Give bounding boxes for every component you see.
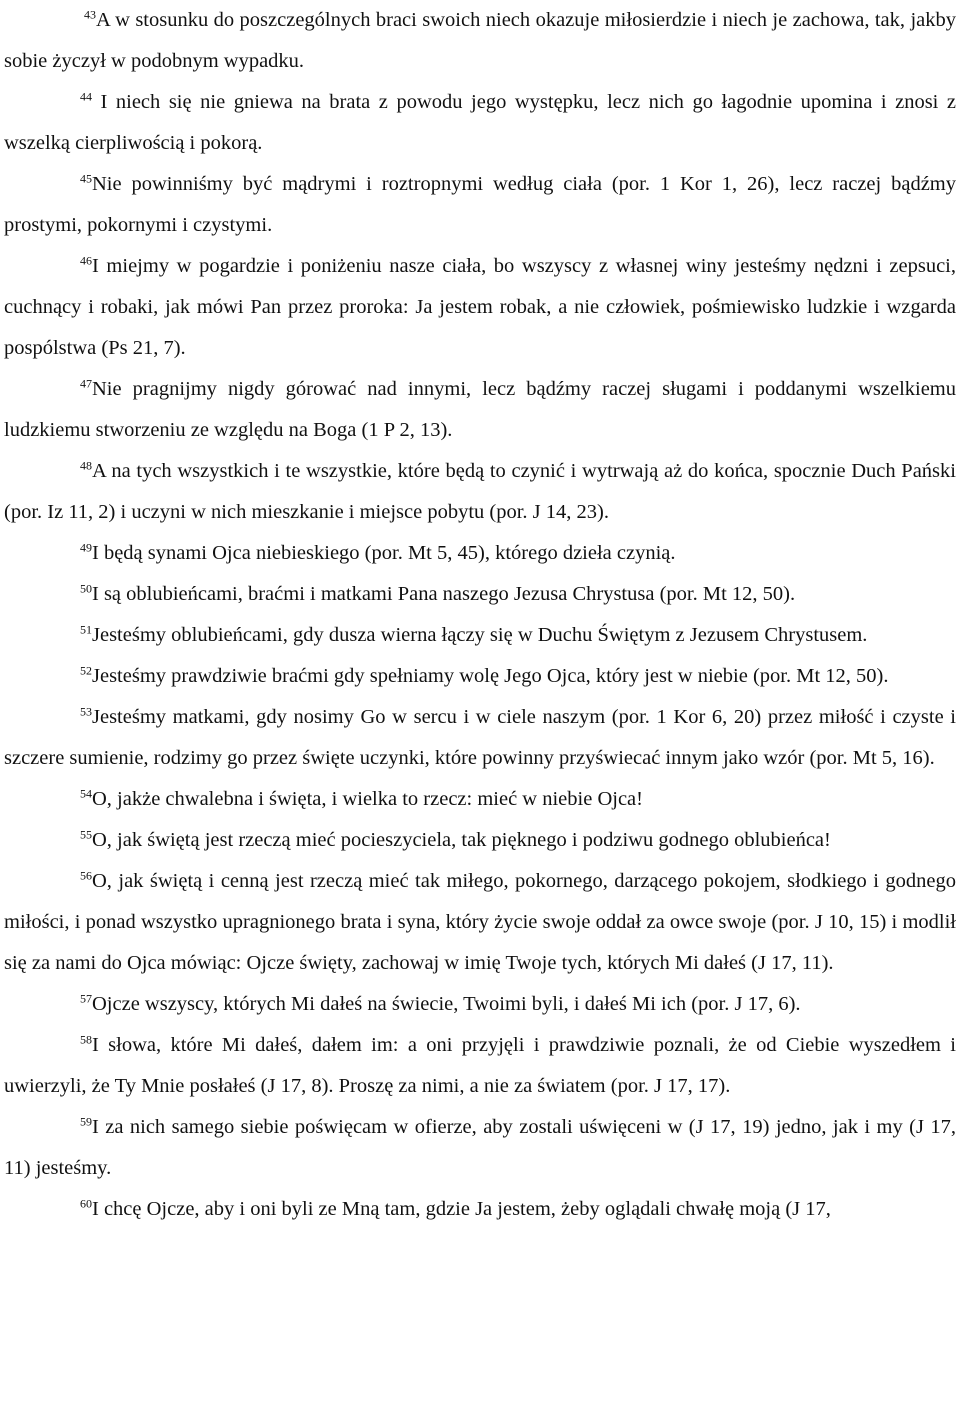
verse-number: 58 (80, 1032, 92, 1047)
verse-number: 51 (80, 622, 92, 637)
verse-text: Nie pragnijmy nigdy górować nad innymi, lecz bądźmy raczej sługami i poddanymi wszelkiemu ludzkiemu stworzeniu ze względu na Boga (1 P 2, 13). (4, 378, 956, 441)
verse-60 (4, 1189, 956, 1230)
verse-text: I miejmy w pogardzie i poniżeniu nasze ciała, bo wszyscy z własnej winy jesteśmy nędzni i zepsuci, cuchnący i robaki, jak mówi Pan przez proroka: Ja jestem robak, a nie człowiek, pośmiewisko ludzkie i wzgarda pospólstwa (Ps 21, 7). (4, 255, 956, 359)
verse-text: A na tych wszystkich i te wszystkie, które będą to czynić i wytrwają aż do końca, spocznie Duch Pański (por. Iz 11, 2) i uczyni w nich mieszkanie i miejsce pobytu (por. J 14, 23). (4, 460, 956, 523)
verse-number: 49 (80, 540, 92, 555)
verse-number: 45 (80, 171, 92, 186)
verse-44 (4, 82, 956, 164)
verse-58 (4, 1025, 956, 1107)
verse-48 (4, 451, 956, 533)
verse-number: 53 (80, 704, 92, 719)
verse-52 (4, 656, 956, 697)
document-page (4, 0, 956, 1230)
verse-46 (4, 246, 956, 369)
verse-51 (4, 615, 956, 656)
verse-text: I za nich samego siebie poświęcam w ofierze, aby zostali uświęceni w (J 17, 19) jedno, jak i my (J 17, 11) jesteśmy. (4, 1116, 956, 1179)
verse-text: O, jak świętą i cenną jest rzeczą mieć tak miłego, pokornego, darzącego pokojem, słodkiego i godnego miłości, i ponad wszystko upragnionego brata i syna, który życie swoje oddał za owce swoje (por. J 10, 15) i modlił się za nami do Ojca mówiąc: Ojcze święty, zachowaj w imię Twoje tych, których Mi dałeś (J 17, 11). (4, 870, 956, 974)
verse-number: 50 (80, 581, 92, 596)
verse-55 (4, 820, 956, 861)
verse-number: 52 (80, 663, 92, 678)
verse-text: I będą synami Ojca niebieskiego (por. Mt 5, 45), którego dzieła czynią. (92, 542, 676, 564)
verse-57 (4, 984, 956, 1025)
verse-text: I chcę Ojcze, aby i oni byli ze Mną tam, gdzie Ja jestem, żeby oglądali chwałę moją (J 17, (92, 1198, 831, 1220)
verse-text: I są oblubieńcami, braćmi i matkami Pana naszego Jezusa Chrystusa (por. Mt 12, 50). (92, 583, 796, 605)
verse-49 (4, 533, 956, 574)
verse-number: 59 (80, 1114, 92, 1129)
verse-56 (4, 861, 956, 984)
verse-47 (4, 369, 956, 451)
verse-53 (4, 697, 956, 779)
verse-number: 56 (80, 868, 92, 883)
verse-50 (4, 574, 956, 615)
verse-43 (4, 0, 956, 82)
verse-number: 48 (80, 458, 92, 473)
verse-text: Jesteśmy oblubieńcami, gdy dusza wierna łączy się w Duchu Świętym z Jezusem Chrystusem. (92, 624, 868, 646)
verse-text: O, jakże chwalebna i święta, i wielka to rzecz: mieć w niebie Ojca! (92, 788, 643, 810)
verse-text: A w stosunku do poszczególnych braci swoich niech okazuje miłosierdzie i niech je zachowa, tak, jakby sobie życzył w podobnym wypadku. (4, 9, 956, 72)
verse-number: 46 (80, 253, 92, 268)
verse-text: I słowa, które Mi dałeś, dałem im: a oni przyjęli i prawdziwie poznali, że od Ciebie wyszedłem i uwierzyli, że Ty Mnie posłałeś (J 17, 8). Proszę za nimi, a nie za światem (por. J 17, 17). (4, 1034, 956, 1097)
verse-text: O, jak świętą jest rzeczą mieć pocieszyciela, tak pięknego i podziwu godnego oblubieńca! (92, 829, 831, 851)
verse-text: Jesteśmy prawdziwie braćmi gdy spełniamy wolę Jego Ojca, który jest w niebie (por. Mt 12, 50). (92, 665, 889, 687)
verse-number: 44 (80, 89, 92, 104)
verse-number: 55 (80, 827, 92, 842)
verse-number: 47 (80, 376, 92, 391)
verse-number: 43 (84, 7, 96, 22)
verse-text: I niech się nie gniewa na brata z powodu jego występku, lecz nich go łagodnie upomina i znosi z wszelką cierpliwością i pokorą. (4, 91, 956, 154)
verse-59 (4, 1107, 956, 1189)
verse-text: Nie powinniśmy być mądrymi i roztropnymi według ciała (por. 1 Kor 1, 26), lecz raczej bądźmy prostymi, pokornymi i czystymi. (4, 173, 956, 236)
verse-45 (4, 164, 956, 246)
verse-text: Jesteśmy matkami, gdy nosimy Go w sercu i w ciele naszym (por. 1 Kor 6, 20) przez miłość i czyste i szczere sumienie, rodzimy go przez święte uczynki, które powinny przyświecać innym jako wzór (por. Mt 5, 16). (4, 706, 956, 769)
verse-number: 60 (80, 1196, 92, 1211)
verse-number: 54 (80, 786, 92, 801)
verse-number: 57 (80, 991, 92, 1006)
verse-54 (4, 779, 956, 820)
verse-text: Ojcze wszyscy, których Mi dałeś na świecie, Twoimi byli, i dałeś Mi ich (por. J 17, 6). (92, 993, 801, 1015)
